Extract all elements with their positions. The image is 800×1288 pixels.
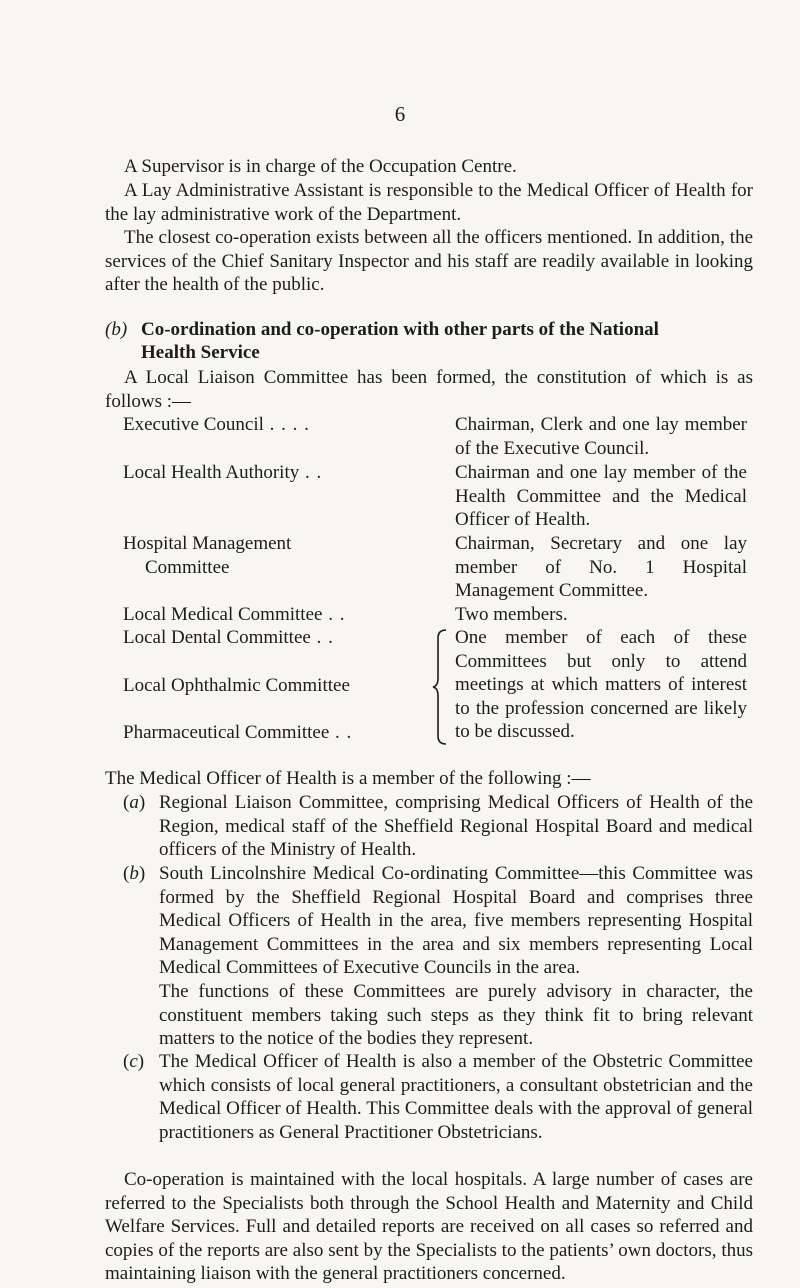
committee-composition: Two members.: [455, 604, 568, 625]
list-item-label: (a): [123, 792, 146, 813]
committee-body: Executive Council . . . .: [123, 414, 310, 435]
section-title-line1: Co-ordination and co-operation with other parts of the National: [141, 319, 659, 340]
committee-body: Local Ophthalmic Committee: [123, 675, 350, 696]
paragraph-lay-assistant: A Lay Administrative Assistant is responsible to the Medical Officer of Health for the lay administrative work of the Department.: [105, 180, 753, 225]
committee-composition: Chairman, Secretary and one lay member of No. 1 Hospital Management Committee.: [455, 533, 747, 602]
grouped-composition: One member of each of these Committees but only to attend meetings at which matters of interest to the profession concerned are likely to be discussed.: [455, 627, 747, 743]
paragraph-supervisor: A Supervisor is in charge of the Occupation Centre.: [124, 156, 517, 177]
list-item-text: Regional Liaison Committee, comprising Medical Officers of Health of the Region, medical staff of the Sheffield Regional Hospital Board and medical officers of the Ministry of Health.: [159, 792, 753, 861]
paragraph-co-operation: The closest co-operation exists between all the officers mentioned. In addition, the services of the Chief Sanitary Inspector and his staff are readily available in looking after the health of the public.: [105, 227, 753, 296]
paragraph-closing: Co-operation is maintained with the local hospitals. A large number of cases are referred to the Specialists both through the School Health and Maternity and Child Welfare Services. Full and detailed reports are received on all cases so referred and copies of the reports are also sent by the Specialists to the patients’ own doctors, thus maintaining liaison with the general practitioners concerned.: [105, 1169, 753, 1285]
committee-body: Hospital Management: [123, 533, 292, 554]
section-title-line2: Health Service: [141, 342, 260, 363]
list-item: [123, 862, 753, 1051]
paragraph-moh-intro: The Medical Officer of Health is a member of the following :—: [105, 768, 591, 789]
list-item-label: (c): [123, 1051, 145, 1072]
paragraph-liaison-intro: A Local Liaison Committee has been formed, the constitution of which is as follows :—: [105, 367, 753, 412]
committee-composition: Chairman and one lay member of the Health Committee and the Medical Officer of Health.: [455, 462, 747, 531]
list-item-text: South Lincolnshire Medical Co-ordinating Committee—this Committee was formed by the Sheffield Regional Hospital Board and comprises three Medical Officers of Health in the area, five members representing Hospital Management Committees in the area and six members representing Local Medical Committees of Executive Councils in the area.: [159, 863, 753, 979]
committee-body: Local Medical Committee . .: [123, 604, 346, 625]
section-heading: [105, 318, 755, 364]
committee-body-cont: Committee: [145, 557, 230, 578]
list-item-label: (b): [123, 863, 146, 884]
list-item: [123, 1050, 753, 1144]
section-label: (b): [105, 319, 128, 340]
list-item-text: The Medical Officer of Health is also a member of the Obstetric Committee which consists of local general practitioners, a consultant obstetrician and the Medical Officer of Health. This Committee deals with the approval of general practitioners as General Practitioner Obstetricians.: [159, 1051, 753, 1143]
brace-icon: [432, 628, 450, 746]
committee-body: Local Dental Committee . .: [123, 627, 334, 648]
list-item-text-cont: The functions of these Committees are purely advisory in character, the constituent members taking such steps as they think fit to bring relevant matters to the notice of the bodies they represent.: [159, 980, 753, 1050]
committee-body: Local Health Authority . .: [123, 462, 323, 483]
list-item: [123, 791, 753, 862]
page-number: 6: [394, 102, 406, 126]
committee-body: Pharmaceutical Committee . .: [123, 722, 353, 743]
committee-composition: Chairman, Clerk and one lay member of the Executive Council.: [455, 414, 747, 459]
